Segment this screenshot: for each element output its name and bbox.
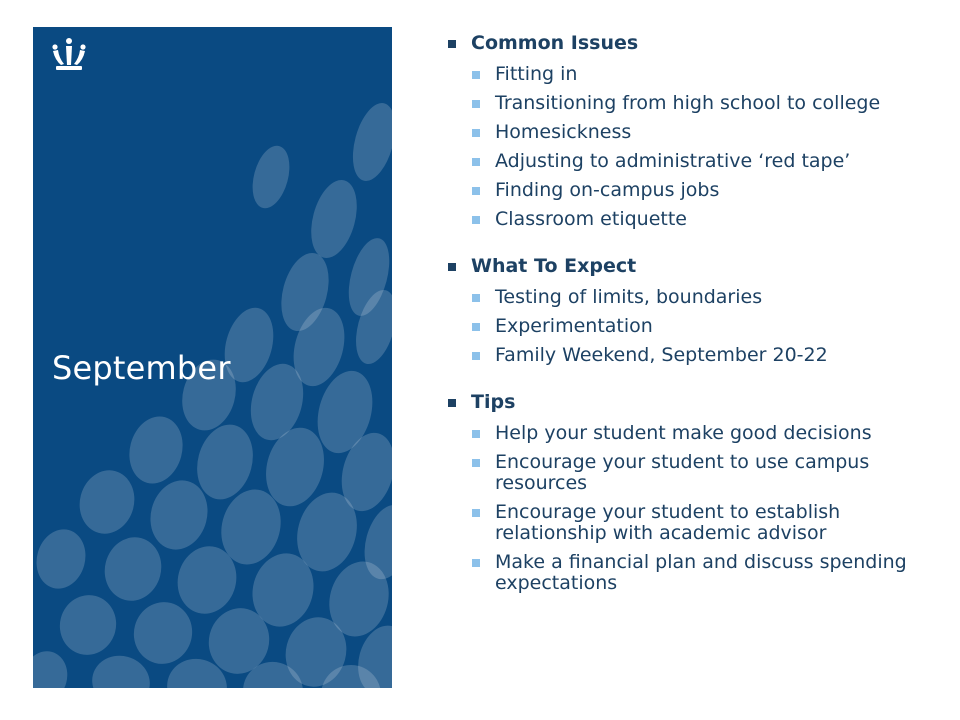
list-item [444, 64, 944, 85]
list-item-text: Encourage your student to use campus resources [495, 451, 870, 494]
content-list [444, 30, 944, 617]
bullet-icon [472, 187, 480, 195]
section-heading-label: Tips [471, 391, 516, 413]
list-item [444, 209, 944, 230]
list-item [444, 93, 944, 114]
list-item-text: Classroom etiquette [495, 208, 687, 230]
section-heading-label: What To Expect [471, 255, 637, 277]
list-item-text: Homesickness [495, 121, 632, 143]
list-item [444, 287, 944, 308]
section-tips [444, 389, 944, 594]
bullet-icon [472, 352, 480, 360]
list-item [444, 502, 944, 544]
section-common-issues [444, 30, 944, 230]
list-item [444, 345, 944, 366]
bullet-icon [448, 399, 456, 407]
bullet-icon [472, 158, 480, 166]
section-heading-label: Common Issues [471, 32, 639, 54]
list-item [444, 180, 944, 201]
list-item [444, 423, 944, 444]
list-item [444, 122, 944, 143]
list-item [444, 452, 944, 494]
list-item-text: Finding on-campus jobs [495, 179, 720, 201]
list-item [444, 552, 944, 594]
bullet-icon [472, 129, 480, 137]
list-item [444, 316, 944, 337]
list-item-text: Encourage your student to establish relationship with academic advisor [495, 501, 841, 544]
list-item-text: Help your student make good decisions [495, 422, 872, 444]
title-panel [33, 27, 392, 688]
list-item-text: Make a financial plan and discuss spending expectations [495, 551, 907, 594]
section-what-to-expect [444, 253, 944, 366]
bullet-icon [448, 263, 456, 271]
list-item [444, 151, 944, 172]
bullet-icon [472, 559, 480, 567]
list-item-text: Fitting in [495, 63, 578, 85]
bullet-icon [472, 294, 480, 302]
bullet-icon [472, 509, 480, 517]
bullet-icon [472, 216, 480, 224]
page-title: September [52, 349, 231, 387]
list-item-text: Adjusting to administrative ‘red tape’ [495, 150, 851, 172]
crown-logo-icon [50, 38, 88, 72]
list-item-text: Testing of limits, boundaries [495, 286, 763, 308]
bullet-icon [472, 100, 480, 108]
list-item-text: Experimentation [495, 315, 653, 337]
bullet-icon [448, 40, 456, 48]
list-item-text: Family Weekend, September 20-22 [495, 344, 828, 366]
section-heading [444, 389, 944, 415]
section-heading [444, 30, 944, 56]
bullet-icon [472, 459, 480, 467]
list-item-text: Transitioning from high school to college [495, 92, 881, 114]
bullet-icon [472, 430, 480, 438]
bullet-icon [472, 323, 480, 331]
section-heading [444, 253, 944, 279]
bullet-icon [472, 71, 480, 79]
